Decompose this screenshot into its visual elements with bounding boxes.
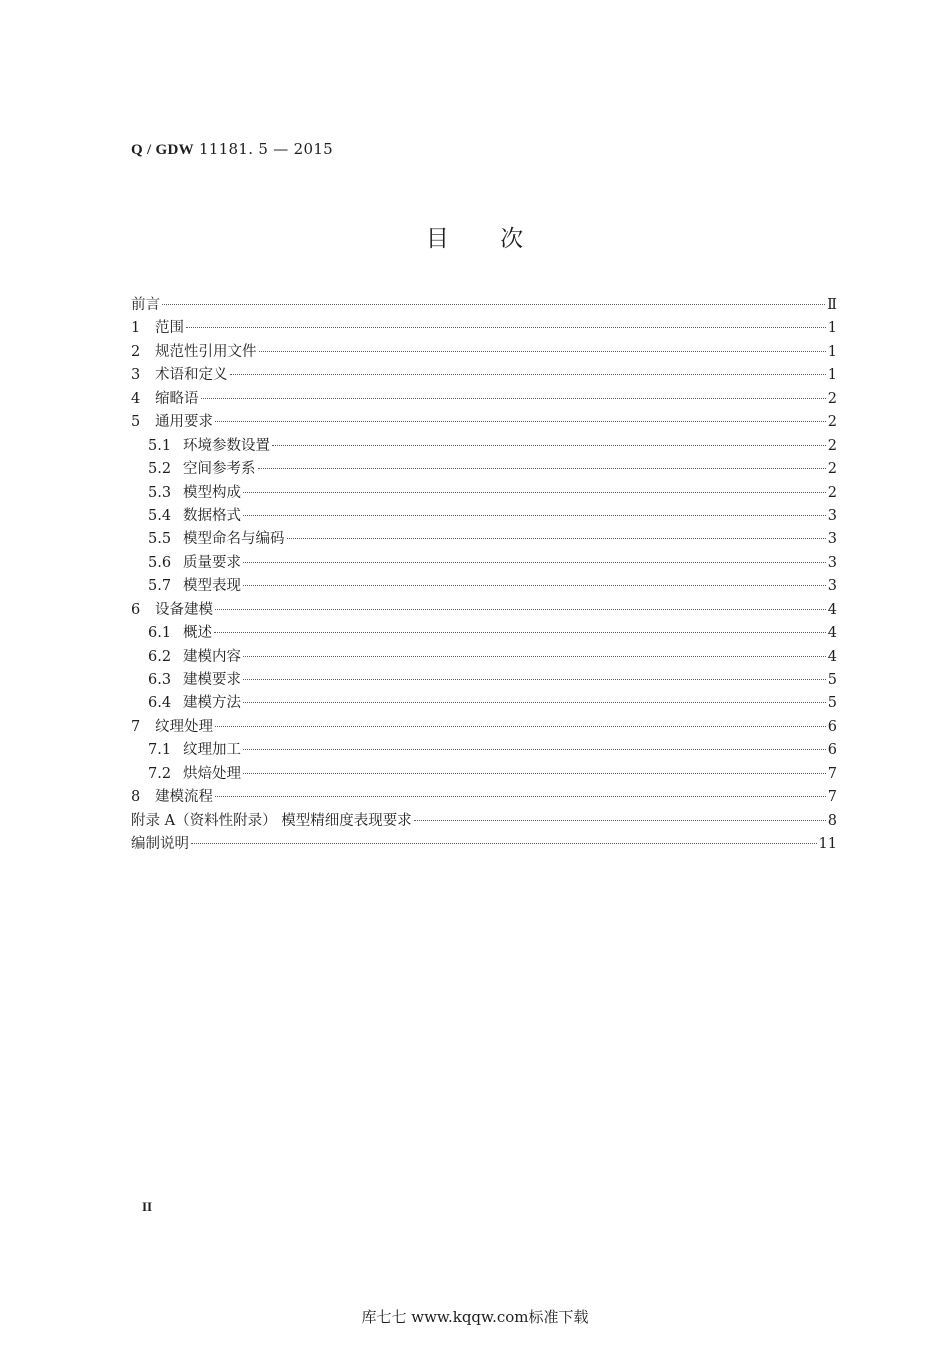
toc-entry-page: 5 [827, 672, 837, 688]
toc-entry[interactable] [131, 435, 837, 458]
toc-entry-label: 模型构成 [183, 484, 241, 501]
toc-entry-page: Ⅱ [827, 297, 837, 313]
toc-entry[interactable] [131, 622, 837, 645]
document-code [131, 140, 333, 159]
toc-entry-label: 设备建模 [155, 601, 213, 618]
toc-entry-number: 5.5 [148, 531, 172, 548]
toc-entry[interactable] [131, 692, 837, 715]
toc-entry-number: 5.7 [148, 578, 172, 595]
toc-dot-leader [243, 492, 826, 493]
toc-entry[interactable] [131, 575, 837, 598]
toc-entry-label: 缩略语 [155, 390, 199, 407]
toc-dot-leader [215, 796, 826, 797]
toc-entry-number: 1 [131, 320, 141, 337]
toc-entry-page: 1 [827, 343, 837, 360]
toc-entry-number: 5.6 [148, 554, 172, 571]
toc-dot-leader [243, 773, 826, 774]
toc-entry[interactable] [131, 646, 837, 669]
toc-entry-label: 模型表现 [183, 578, 241, 595]
toc-entry-number: 6.3 [148, 672, 172, 688]
toc-dot-leader [230, 374, 826, 375]
toc-dot-leader [215, 726, 826, 727]
toc-entry-number: 7.1 [148, 742, 172, 759]
toc-entry-label: 术语和定义 [155, 367, 228, 384]
toc-entry-page: 2 [827, 484, 837, 501]
toc-entry-label: 通用要求 [155, 414, 213, 431]
toc-dot-leader [201, 398, 826, 399]
toc-entry-label: 质量要求 [183, 554, 241, 571]
toc-entry-label: 模型命名与编码 [183, 531, 285, 548]
toc-entry-label: 规范性引用文件 [155, 343, 257, 360]
toc-entry[interactable] [131, 669, 837, 692]
toc-dot-leader [272, 445, 826, 446]
toc-entry-label: 概述 [183, 625, 212, 642]
toc-dot-leader [258, 468, 826, 469]
toc-entry-page: 2 [827, 414, 837, 431]
toc-entry-number: 6.1 [148, 625, 172, 642]
toc-dot-leader [215, 421, 826, 422]
toc-entry-number: 2 [131, 343, 141, 360]
toc-entry-number: 5.2 [148, 461, 172, 478]
toc-entry[interactable] [131, 317, 837, 340]
toc-dot-leader [162, 304, 825, 305]
toc-entry[interactable] [131, 599, 837, 622]
toc-entry-page: 8 [827, 812, 837, 829]
toc-entry-number: 7 [131, 718, 141, 735]
toc-entry-page: 3 [827, 578, 837, 595]
toc-entry-label: 建模内容 [183, 648, 241, 665]
toc-entry-label: 建模流程 [155, 789, 213, 806]
toc-entry-page: 6 [827, 718, 837, 735]
toc-entry-page: 7 [827, 765, 837, 782]
toc-entry[interactable] [131, 505, 837, 528]
standard-prefix: Q / GDW [131, 142, 194, 158]
toc-entry-page: 11 [818, 836, 837, 853]
toc-entry[interactable] [131, 341, 837, 364]
toc-dot-leader [243, 702, 826, 703]
toc-entry-number: 5.1 [148, 437, 172, 454]
toc-entry-number: 6 [131, 601, 141, 618]
toc-entry[interactable] [131, 482, 837, 505]
standard-number: 11181. 5 — 2015 [199, 140, 334, 158]
toc-dot-leader [243, 562, 826, 563]
toc-entry[interactable] [131, 552, 837, 575]
toc-entry-page: 4 [827, 625, 837, 642]
toc-dot-leader [191, 843, 817, 844]
toc-entry[interactable] [131, 810, 837, 833]
toc-entry[interactable] [131, 833, 837, 856]
toc-entry-page: 3 [827, 507, 837, 524]
toc-dot-leader [243, 585, 826, 586]
toc-entry-label: 编制说明 [131, 836, 189, 853]
toc-entry-label: 环境参数设置 [183, 437, 270, 454]
toc-entry-label: 建模方法 [183, 695, 241, 712]
toc-dot-leader [259, 351, 826, 352]
toc-entry-label: 建模要求 [183, 672, 241, 688]
toc-entry-page: 6 [827, 742, 837, 759]
toc-entry-number: 8 [131, 789, 141, 806]
toc-entry[interactable] [131, 528, 837, 551]
toc-entry[interactable] [131, 388, 837, 411]
toc-entry-page: 4 [827, 648, 837, 665]
toc-entry-number: 6.2 [148, 648, 172, 665]
toc-dot-leader [186, 327, 826, 328]
footer-watermark: 库七七 www.kqqw.com标准下载 [361, 1308, 589, 1326]
toc-entry-number: 5.4 [148, 507, 172, 524]
toc-entry[interactable] [131, 458, 837, 481]
toc-dot-leader [243, 656, 826, 657]
toc-entry[interactable] [131, 411, 837, 434]
toc-entry-number: 6.4 [148, 695, 172, 712]
toc-entry-page: 3 [827, 531, 837, 548]
toc-dot-leader [243, 749, 826, 750]
toc-entry-label: 纹理加工 [183, 742, 241, 759]
toc-entry-number: 5 [131, 414, 141, 431]
toc-dot-leader [414, 820, 826, 821]
toc-entry-page: 5 [827, 695, 837, 712]
toc-dot-leader [214, 632, 826, 633]
toc-entry-label: 纹理处理 [155, 718, 213, 735]
toc-entry-page: 1 [827, 367, 837, 384]
toc-entry[interactable] [131, 716, 837, 739]
toc-entry-label: 数据格式 [183, 507, 241, 524]
toc-entry-page: 2 [827, 390, 837, 407]
toc-entry-label: 附录 A（资料性附录） 模型精细度表现要求 [131, 812, 412, 829]
toc-entry-page: 4 [827, 601, 837, 618]
toc-entry[interactable] [131, 364, 837, 387]
toc-entry-page: 7 [827, 789, 837, 806]
toc-entry-label: 空间参考系 [183, 461, 256, 478]
toc-entry-page: 1 [827, 320, 837, 337]
table-of-contents [131, 294, 837, 857]
toc-entry-number: 7.2 [148, 765, 172, 782]
toc-entry-number: 4 [131, 390, 141, 407]
toc-dot-leader [243, 679, 826, 680]
page-number: II [142, 1199, 153, 1214]
toc-entry-label: 烘焙处理 [183, 765, 241, 782]
toc-entry[interactable] [131, 294, 837, 317]
toc-entry-label: 范围 [155, 320, 184, 337]
page-title: 目 次 [425, 226, 525, 252]
toc-entry[interactable] [131, 763, 837, 786]
toc-entry-page: 2 [827, 437, 837, 454]
toc-entry-label: 前言 [131, 297, 160, 313]
toc-entry-page: 3 [827, 554, 837, 571]
toc-dot-leader [287, 538, 826, 539]
toc-dot-leader [215, 609, 826, 610]
toc-entry-number: 3 [131, 367, 141, 384]
toc-entry[interactable] [131, 739, 837, 762]
toc-entry-number: 5.3 [148, 484, 172, 501]
toc-entry[interactable] [131, 786, 837, 809]
toc-dot-leader [243, 515, 826, 516]
toc-entry-page: 2 [827, 461, 837, 478]
